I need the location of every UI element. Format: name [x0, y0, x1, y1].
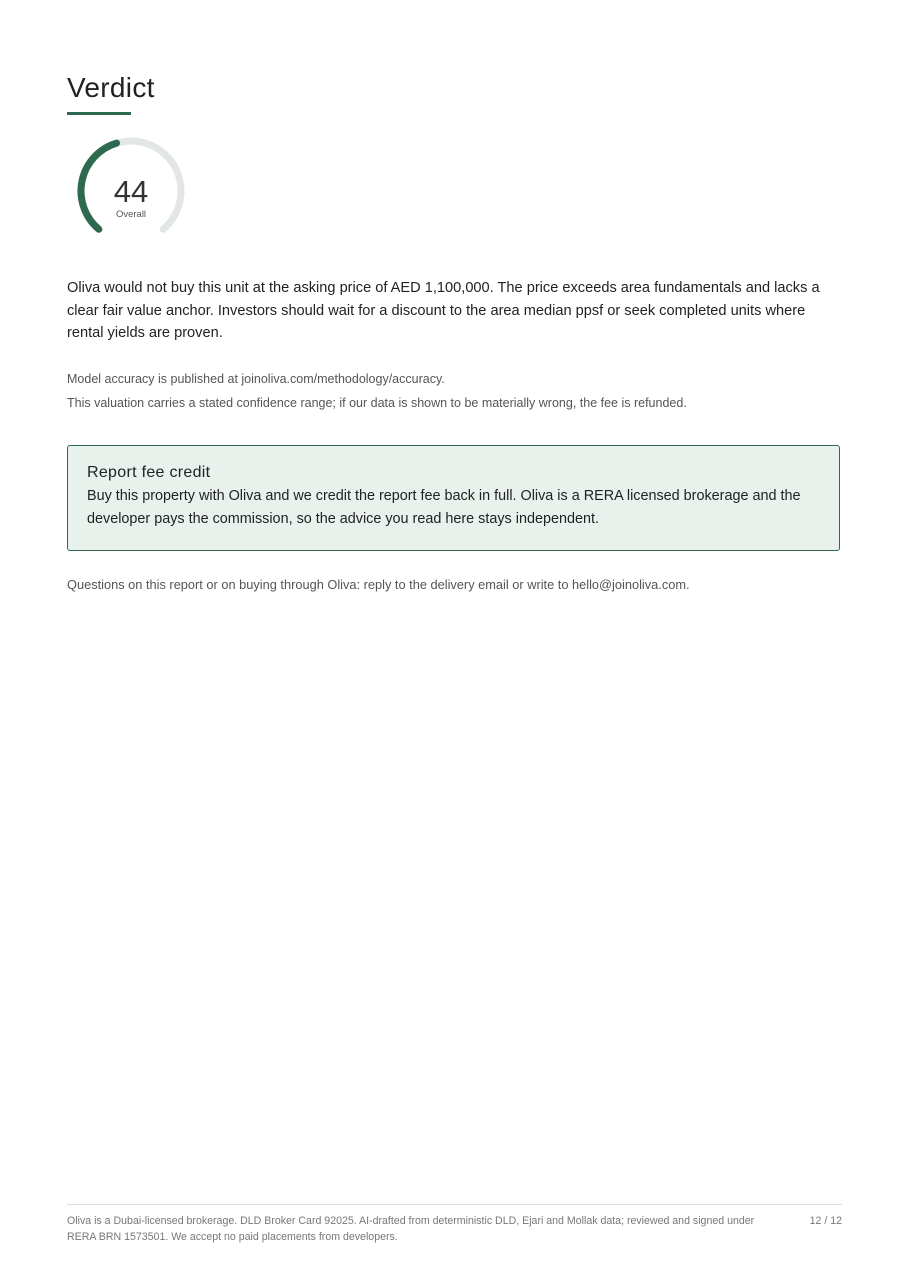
gauge-score-label: Overall — [115, 209, 147, 220]
footer-divider — [67, 1204, 842, 1205]
page-number: 12 / 12 — [809, 1215, 842, 1227]
footer-disclaimer: Oliva is a Dubai-licensed brokerage. DLD Broker Card 92025. AI-drafted from deterministic DLD, Ejari and Mollak data; reviewed and signed under RERA BRN 1573501. We accept no paid placements from developers. — [67, 1215, 755, 1243]
report-fee-credit-box — [67, 445, 840, 551]
section-title: Verdict — [67, 72, 155, 103]
gauge-score-value: 44 — [113, 174, 149, 209]
verdict-summary: Oliva would not buy this unit at the asking price of AED 1,100,000. The price exceeds area fundamentals and lacks a clear fair value anchor. Investors should wait for a discount to the area median ppsf or seek completed units where rental yields are proven. — [67, 280, 820, 342]
title-underline — [67, 112, 131, 115]
contact-note: Questions on this report or on buying through Oliva: reply to the delivery email or write to hello@joinoliva.com. — [67, 577, 690, 592]
overall-score-gauge — [67, 130, 195, 248]
credit-body: Buy this property with Oliva and we credit the report fee back in full. Oliva is a RERA licensed brokerage and the developer pays the commission, so the advice you read here stays independent. — [87, 488, 801, 527]
report-page — [67, 0, 842, 1287]
credit-title: Report fee credit — [87, 464, 211, 481]
confidence-range-note: This valuation carries a stated confidence range; if our data is shown to be materially wrong, the fee is refunded. — [67, 396, 687, 410]
model-accuracy-note: Model accuracy is published at joinoliva.com/methodology/accuracy. — [67, 372, 445, 386]
